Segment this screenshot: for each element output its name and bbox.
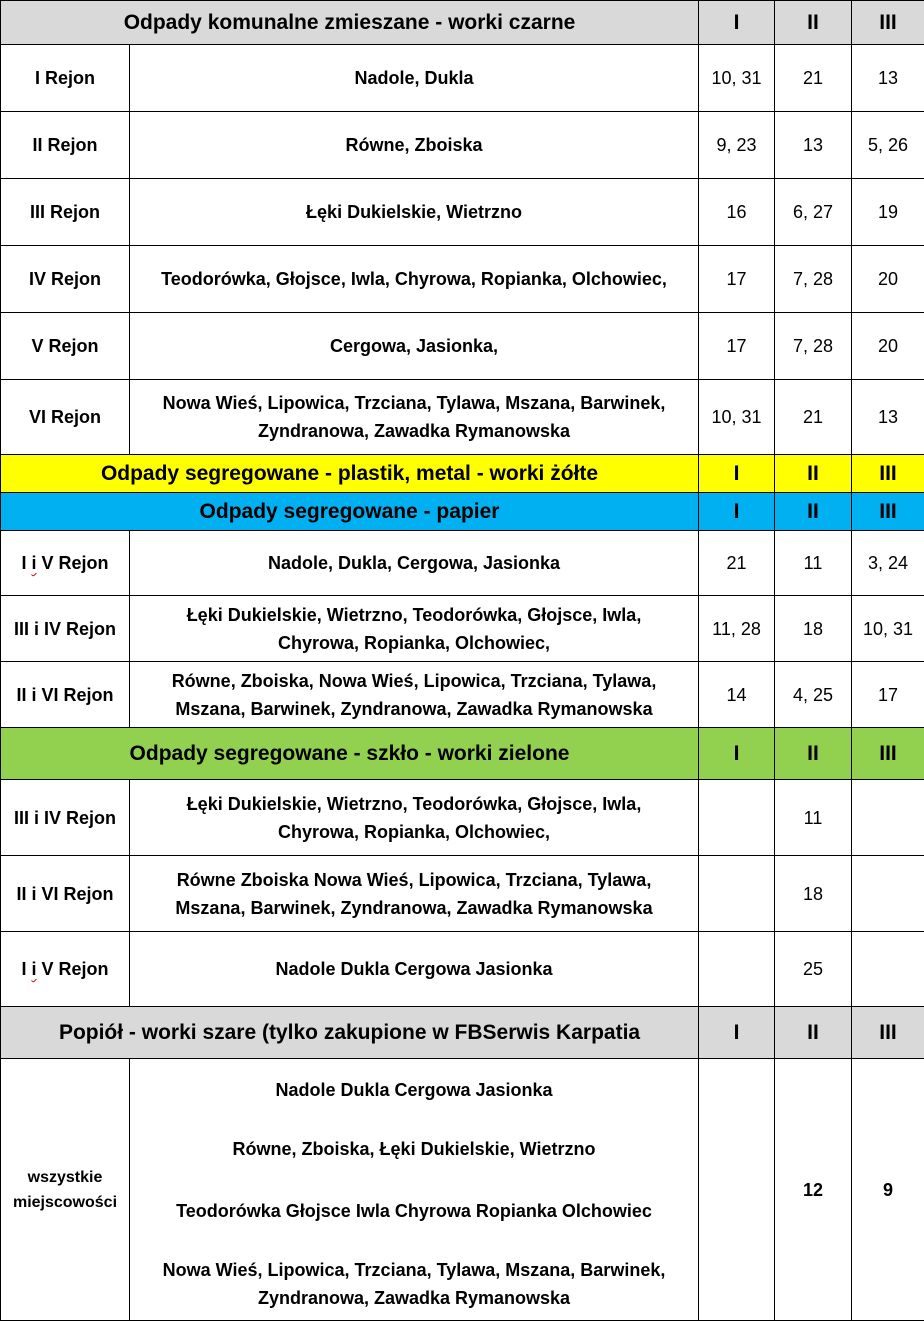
dates-I: 10, 31 (699, 45, 775, 112)
section-header-plastic (1, 455, 924, 493)
section-title: Odpady segregowane - papier (1, 493, 699, 531)
places-line: Zyndranowa, Zawadka Rymanowska (134, 1284, 694, 1312)
table-row (1, 45, 924, 112)
region-label (1, 932, 130, 1007)
dates-III: 19 (852, 179, 924, 246)
table-row (1, 932, 924, 1007)
column-header-II: II (775, 455, 852, 493)
region-label: V Rejon (1, 313, 130, 380)
region-label-part: i (31, 959, 36, 979)
region-label: IV Rejon (1, 246, 130, 313)
dates-II: 21 (775, 380, 852, 455)
table-row (1, 1059, 924, 1321)
column-header-II: II (775, 1, 852, 45)
region-label: II i VI Rejon (1, 856, 130, 932)
spacer (134, 1163, 694, 1197)
column-header-II: II (775, 493, 852, 531)
dates-II: 7, 28 (775, 246, 852, 313)
places-cell (130, 780, 699, 856)
section-header-ash (1, 1007, 924, 1059)
places-cell: Łęki Dukielskie, Wietrzno (130, 179, 699, 246)
dates-I (699, 780, 775, 856)
column-header-I: I (699, 1007, 775, 1059)
dates-I: 14 (699, 662, 775, 728)
dates-I: 21 (699, 531, 775, 596)
dates-III: 10, 31 (852, 596, 924, 662)
dates-III: 13 (852, 45, 924, 112)
dates-III: 9 (852, 1059, 924, 1321)
table-row (1, 112, 924, 179)
region-label: III Rejon (1, 179, 130, 246)
spacer (134, 1225, 694, 1256)
table-row (1, 662, 924, 728)
places-line: Łęki Dukielskie, Wietrzno, Teodorówka, Głojsce, Iwla, (134, 601, 694, 629)
places-cell (130, 856, 699, 932)
region-label: II i VI Rejon (1, 662, 130, 728)
places-line: Nowa Wieś, Lipowica, Trzciana, Tylawa, Mszana, Barwinek, (134, 389, 694, 417)
places-line: Chyrowa, Ropianka, Olchowiec, (134, 818, 694, 846)
dates-I (699, 856, 775, 932)
dates-I: 17 (699, 313, 775, 380)
table-row (1, 780, 924, 856)
region-label: VI Rejon (1, 380, 130, 455)
places-cell (130, 596, 699, 662)
column-header-I: I (699, 455, 775, 493)
dates-II: 25 (775, 932, 852, 1007)
dates-III: 20 (852, 246, 924, 313)
region-label: III i IV Rejon (1, 780, 130, 856)
table-row (1, 856, 924, 932)
column-header-III: III (852, 1, 924, 45)
region-label: II Rejon (1, 112, 130, 179)
places-cell: Teodorówka, Głojsce, Iwla, Chyrowa, Ropianka, Olchowiec, (130, 246, 699, 313)
column-header-III: III (852, 728, 924, 780)
spacer (134, 1104, 694, 1135)
region-label-part: i (31, 553, 36, 573)
section-title: Odpady segregowane - szkło - worki zielone (1, 728, 699, 780)
dates-III: 17 (852, 662, 924, 728)
dates-III (852, 856, 924, 932)
section-title: Popiół - worki szare (tylko zakupione w FBSerwis Karpatia (1, 1007, 699, 1059)
dates-I: 10, 31 (699, 380, 775, 455)
region-label-part: V Rejon (37, 959, 109, 979)
dates-II: 6, 27 (775, 179, 852, 246)
region-label: I Rejon (1, 45, 130, 112)
dates-II: 11 (775, 531, 852, 596)
region-label-part: I (21, 959, 31, 979)
dates-I: 16 (699, 179, 775, 246)
places-cell: Nadole, Dukla, Cergowa, Jasionka (130, 531, 699, 596)
region-label-part: I (21, 553, 31, 573)
dates-II: 4, 25 (775, 662, 852, 728)
places-line: Równe, Zboiska, Łęki Dukielskie, Wietrzno (134, 1135, 694, 1163)
dates-II: 21 (775, 45, 852, 112)
places-line: Mszana, Barwinek, Zyndranowa, Zawadka Rymanowska (134, 894, 694, 922)
dates-I: 11, 28 (699, 596, 775, 662)
dates-II: 18 (775, 856, 852, 932)
dates-II: 18 (775, 596, 852, 662)
dates-I: 17 (699, 246, 775, 313)
places-line: Nadole Dukla Cergowa Jasionka (134, 1076, 694, 1104)
places-cell (130, 380, 699, 455)
column-header-III: III (852, 455, 924, 493)
column-header-II: II (775, 728, 852, 780)
dates-III (852, 932, 924, 1007)
dates-II: 11 (775, 780, 852, 856)
section-title: Odpady komunalne zmieszane - worki czarne (1, 1, 699, 45)
dates-I (699, 1059, 775, 1321)
places-line: Teodorówka Głojsce Iwla Chyrowa Ropianka Olchowiec (134, 1197, 694, 1225)
column-header-I: I (699, 493, 775, 531)
dates-III: 20 (852, 313, 924, 380)
places-cell (130, 662, 699, 728)
region-label: III i IV Rejon (1, 596, 130, 662)
places-line: Chyrowa, Ropianka, Olchowiec, (134, 629, 694, 657)
dates-III (852, 780, 924, 856)
section-header-glass (1, 728, 924, 780)
table-row (1, 246, 924, 313)
places-cell: Nadole, Dukla (130, 45, 699, 112)
column-header-I: I (699, 1, 775, 45)
dates-III: 3, 24 (852, 531, 924, 596)
column-header-II: II (775, 1007, 852, 1059)
section-title: Odpady segregowane - plastik, metal - worki żółte (1, 455, 699, 493)
region-label (1, 531, 130, 596)
column-header-I: I (699, 728, 775, 780)
table-row (1, 313, 924, 380)
dates-II: 7, 28 (775, 313, 852, 380)
table-row (1, 531, 924, 596)
table-row (1, 596, 924, 662)
places-line: Łęki Dukielskie, Wietrzno, Teodorówka, Głojsce, Iwla, (134, 790, 694, 818)
region-line: miejscowości (5, 1190, 125, 1215)
places-line: Zyndranowa, Zawadka Rymanowska (134, 417, 694, 445)
section-header-mixed (1, 1, 924, 45)
places-cell: Nadole Dukla Cergowa Jasionka (130, 932, 699, 1007)
places-line: Równe, Zboiska, Nowa Wieś, Lipowica, Trzciana, Tylawa, (134, 667, 694, 695)
dates-III: 13 (852, 380, 924, 455)
places-line: Nowa Wieś, Lipowica, Trzciana, Tylawa, Mszana, Barwinek, (134, 1256, 694, 1284)
places-cell (130, 1059, 699, 1321)
places-cell: Równe, Zboiska (130, 112, 699, 179)
places-cell: Cergowa, Jasionka, (130, 313, 699, 380)
table-row (1, 179, 924, 246)
region-line: wszystkie (5, 1165, 125, 1190)
dates-I: 9, 23 (699, 112, 775, 179)
table-row (1, 380, 924, 455)
column-header-III: III (852, 1007, 924, 1059)
region-label (1, 1059, 130, 1321)
places-line: Mszana, Barwinek, Zyndranowa, Zawadka Rymanowska (134, 695, 694, 723)
dates-I (699, 932, 775, 1007)
dates-III: 5, 26 (852, 112, 924, 179)
places-line: Równe Zboiska Nowa Wieś, Lipowica, Trzciana, Tylawa, (134, 866, 694, 894)
dates-II: 13 (775, 112, 852, 179)
dates-II: 12 (775, 1059, 852, 1321)
section-header-paper (1, 493, 924, 531)
column-header-III: III (852, 493, 924, 531)
region-label-part: V Rejon (37, 553, 109, 573)
